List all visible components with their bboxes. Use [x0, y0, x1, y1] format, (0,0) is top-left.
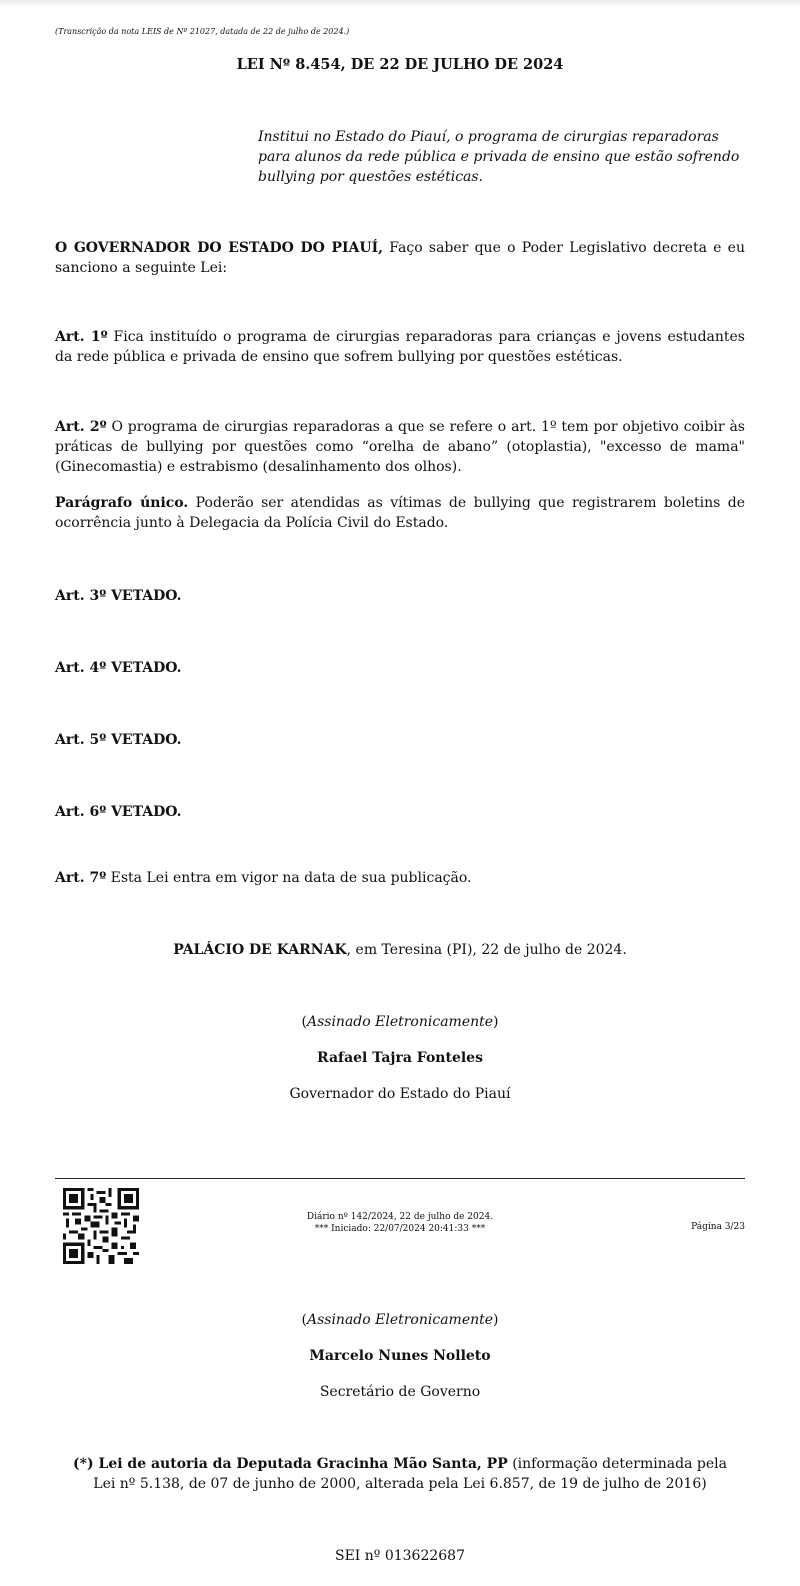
signed-electronically: (Assinado Eletronicamente): [301, 1014, 499, 1030]
article-3: Art. 3º VETADO.: [55, 588, 182, 604]
article-label: Art. 2º: [55, 419, 107, 435]
article-label: Art. 7º: [55, 870, 107, 886]
signed-electronically-2: (Assinado Eletronicamente): [301, 1312, 499, 1328]
signer-name-2: Marcelo Nunes Nolleto: [309, 1348, 491, 1364]
article-label: Art. 1º: [55, 329, 108, 345]
footer-diario-info: [290, 1211, 510, 1235]
sei-number: SEI nº 013622687: [334, 1548, 465, 1564]
paragrafo-unico: [55, 493, 745, 533]
closing-place-date: [0, 940, 800, 960]
article-4: Art. 4º VETADO.: [55, 660, 182, 676]
closing-bold: PALÁCIO DE KARNAK: [173, 942, 347, 958]
footer-rule: [55, 1178, 745, 1179]
qr-code: [63, 1188, 139, 1264]
preamble-text: Faço saber que o Poder Legislativo decreta e eu sanciono a seguinte Lei:: [55, 240, 745, 276]
authorship-text: (informação determinada pela Lei nº 5.138, de 07 de junho de 2000, alterada pela Lei 6.857, de 19 de julho de 2016): [93, 1456, 727, 1492]
article-5: Art. 5º VETADO.: [55, 732, 182, 748]
signer-role: Governador do Estado do Piauí: [289, 1086, 511, 1102]
article-1: [55, 327, 745, 367]
article-text: O programa de cirurgias reparadoras a que se refere o art. 1º tem por objetivo coibir às práticas de bullying por questões como “orelha de abano” (otoplastia), "excesso de mama" (Ginecomastia) e estrabismo (desalinhamento dos olhos).: [55, 419, 745, 475]
article-6: Art. 6º VETADO.: [55, 804, 182, 820]
preamble-bold: O GOVERNADOR DO ESTADO DO PIAUÍ,: [55, 240, 384, 256]
transcription-note: (Transcrição da nota LEIS de Nº 21027, datada de 22 de julho de 2024.): [55, 27, 350, 36]
signer-role-2: Secretário de Governo: [319, 1384, 481, 1400]
article-text: Fica instituído o programa de cirurgias reparadoras para crianças e jovens estudantes da rede pública e privada de ensino que sofrem bullying por questões estéticas.: [55, 329, 745, 365]
signer-name: Rafael Tajra Fonteles: [317, 1050, 483, 1066]
article-7: [55, 868, 745, 888]
page-number: Página 3/23: [691, 1222, 745, 1232]
top-shadow: [0, 0, 800, 8]
authorship-bold: (*) Lei de autoria da Deputada Gracinha Mão Santa, PP: [73, 1456, 508, 1472]
ementa: Institui no Estado do Piauí, o programa de cirurgias reparadoras para alunos da rede pública e privada de ensino que estão sofrendo bullying por questões estéticas.: [258, 129, 740, 185]
footer-iniciado: *** Iniciado: 22/07/2024 20:41:33 ***: [314, 1224, 486, 1234]
article-2: [55, 417, 745, 477]
authorship-note: [60, 1454, 740, 1494]
preamble: [55, 238, 745, 278]
article-text: Poderão ser atendidas as vítimas de bullying que registrarem boletins de ocorrência junto à Delegacia da Polícia Civil do Estado.: [55, 495, 745, 531]
article-label: Parágrafo único.: [55, 495, 189, 511]
closing-text: , em Teresina (PI), 22 de julho de 2024.: [346, 942, 627, 958]
footer-diario: Diário nº 142/2024, 22 de julho de 2024.: [306, 1212, 494, 1222]
law-title: LEI Nº 8.454, DE 22 DE JULHO DE 2024: [236, 56, 564, 73]
article-text: Esta Lei entra em vigor na data de sua publicação.: [106, 870, 472, 886]
